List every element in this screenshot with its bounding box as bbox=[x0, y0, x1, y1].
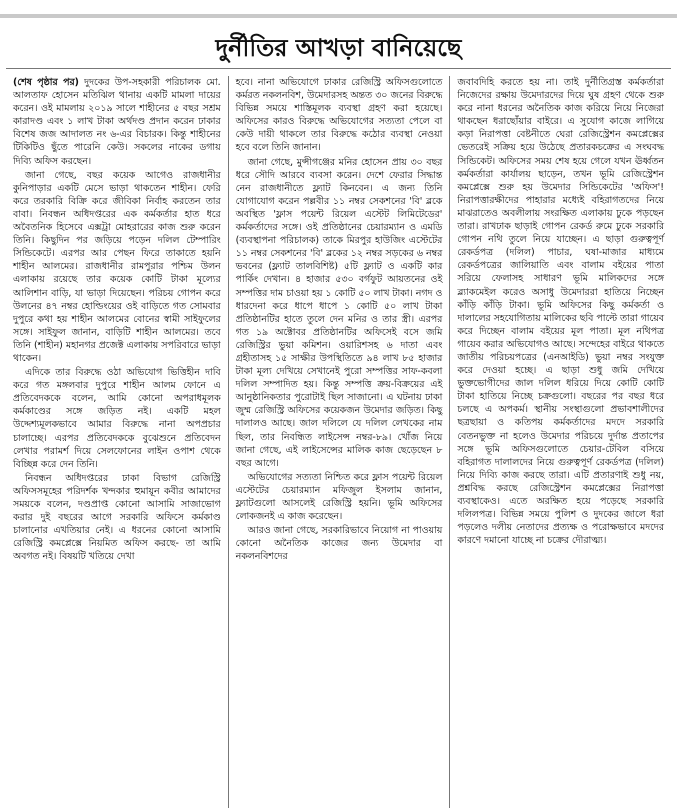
column-1 bbox=[6, 76, 228, 808]
paragraph: জানা গেছে, মুন্সীগঞ্জের মনির হোসেন প্রায় ৩০ বছর ধরে সৌদি আরবে ব্যবসা করেন। দেশে ফেরার সিদ্ধান্ত নেন রাজধানীতে ফ্ল্যাট কিনবেন। এ জন্য তিনি যোগাযোগ করেন পল্লবীর ১১ নম্বর সেকশনের 'বি' ব্লকে অবস্থিত 'ফ্লাস পয়েন্ট রিয়েল এস্টেট লিমিটেডের' কর্মকর্তাদের সঙ্গে। ওই প্রতিষ্ঠানের চেয়ারম্যান ও এমডি (ব্যবস্থাপনা পরিচালক) তাকে মিরপুর হাউজিং এস্টেটের ১১ নম্বর সেকশনের 'বি' ব্লকের ১২ নম্বর সড়কের ৬ নম্বর ভবনের (ফ্ল্যাট তালবিশিষ্ট) ৫টি ফ্ল্যাট ও একটি কার পার্কিং দেখান। ৪ হাজার ৫৩০ বর্গফুট আয়তনের ওই সম্পত্তির দাম চাওয়া হয় ১ কোটি ৫০ লাখ টাকা। নগদ ও ধারদেনা করে ধাপে ধাপে ১ কোটি ৫০ লাখ টাকা প্রতিষ্ঠানটির হাতে তুলে দেন মনির ও তার স্ত্রী। এরপর গত ১৯ অক্টোবর প্রতিষ্ঠানটির অফিসেই বসে জমি রেজিস্ট্রির ভুয়া কমিশন। ওয়ারিশসহ ৬ দাতা এবং গ্রহীতাসহ ১৫ সাক্ষীর উপস্থিতিতে ৯৪ লাখ ৮৫ হাজার টাকা মূল্য দেখিয়ে সেখানেই পুরো সম্পত্তির সাফ-কবলা দলিল সম্পাদিত হয়। কিন্তু সম্পত্তি ক্রয়-বিক্রয়ের এই আনুষ্ঠানিকতার পুরোটাই ছিল সাজানো। এ ঘটনায় ঢাকা জুম্ম রেজিস্ট্রি অফিসের কয়েকজন উমেদার জড়িত। কিছু দালালও আছে। জাল দলিলে যে দলিল লেখকের নাম ছিল, তার নিবন্ধিত লাইসেন্স নম্বর-৮৯। খোঁজ নিয়ে জানা গেছে, এই লাইসেন্সের মালিক কাজ ছেড়েছেন ৮ বছর আগে। bbox=[235, 156, 443, 469]
paragraph: নিবন্ধন অধিদপ্তরের ঢাকা বিভাগ রেজিস্ট্রি অফিসসমূহের পরিদর্শক খন্দকার হুমায়ূন কবীর আমাদের সময়কে বলেন, দণ্ডপ্রাপ্ত কোনো আসামি সাজাভোগ করার দুই বছরের আগে সরকারি অফিসে কর্মকাণ্ড চালানোর এখতিয়ার নেই। এ ধরনের কোনো আসামি রেজিস্ট্রি কমপ্লেক্সে নিয়মিত অফিস করছে- তা আমি অবগত নই। বিষয়টি খতিয়ে দেখা bbox=[13, 472, 221, 563]
paragraph: হবে। নানা অভিযোগে ঢাকার রেজিস্ট্রি অফিসগুলোতে কর্মরত নকলনবিশ, উমেদারসহ অন্তত ৩০ জনের বিরুদ্ধে বিভিন্ন সময়ে শাস্তিমূলক ব্যবস্থা গ্রহণ করা হয়েছে। অফিসের কারও বিরুদ্ধে অভিযোগের সত্যতা পেলে বা কেউ দায়ী থাকলে তার বিরুদ্ধে কঠোর ব্যবস্থা নেওয়া হবে বলে তিনি জানান। bbox=[235, 77, 443, 154]
headline-rule bbox=[6, 68, 671, 69]
paragraph-text: দুদকের উপ-সহকারী পরিচালক মো. আলতাফ হোসেন মতিঝিল থানায় একটি মামলা দায়ের করেন। ওই মামলায় ২০১৯ সালে শাহীনের ৫ বছর সশ্রম কারাদণ্ড এবং ১ লাখ টাকা অর্থদণ্ড প্রদান করেন ঢাকার বিশেষ জজ আদালত নং ৬-এর বিচারক। কিন্তু শাহীনের টিকিটিও ছুঁতে পারেনি কেউ। সকলের নাকের ডগায় দিব্যি অফিস করছেন। bbox=[13, 77, 221, 167]
lead-label: (শেষ পৃষ্ঠার পর) bbox=[13, 77, 79, 88]
column-2 bbox=[228, 76, 450, 808]
paragraph: অভিযোগের সত্যতা নিশ্চিত করে ফ্লাস পয়েন্ট রিয়েল এস্টেটের চেয়ারম্যান মফিজুল ইসলাম জানান, ফ্ল্যাটগুলো আসলেই রেজিস্ট্রি হয়নি। ভূমি অফিসের লোকজনই এ কাজ করেছেন। bbox=[235, 471, 443, 523]
paragraph bbox=[13, 76, 221, 168]
article-body bbox=[6, 76, 671, 808]
headline: দুর্নীতির আখড়া বানিয়েছে bbox=[215, 33, 462, 62]
top-rule bbox=[0, 14, 677, 18]
column-3 bbox=[449, 76, 671, 808]
paragraph: জবাবদিহি করতে হয় না। তাই দুর্নীতিগ্রস্ত কর্মকর্তারা নিজেদের রক্ষায় উমেদারদের দিয়ে ঘুষ গ্রহণ থেকে শুরু করে নানা ধরনের অনৈতিক কাজ করিয়ে নিয়ে নিজেরা থাকছেন ধরাছোঁয়ার বাইরে। এ সুযোগ কাজে লাগিয়ে কড়া নিরাপত্তা বেষ্টনীতে ঘেরা রেজিস্ট্রেশন কমপ্লেক্সের ভেতরেই সক্রিয় হয়ে উঠেছে প্রতারকচক্রের এ সংঘবদ্ধ সিন্ডিকেট। অফিসের সময় শেষ হয়ে গেলে যখন ঊর্ধ্বতন কর্মকর্তারা কার্যালয় ছাড়েন, তখন ভূমি রেজিস্ট্রেশন কমপ্লেক্সে শুরু হয় উমেদার সিন্ডিকেটের 'অফিস'! নিরাপত্তারক্ষীদের পাহারার মধ্যেই বহিরাগতদের নিয়ে মাঝরাতেও অবলীলায় সংরক্ষিত এলাকায় ঢুকে পড়ছেন তারা। রাখঢাক ছাড়াই গোপন রেকর্ড রুমে ঢুকে সরকারি গোপন নথি তুলে নিয়ে যাচ্ছেন। এ ছাড়া গুরুত্বপূর্ণ রেকর্ডপত্র (দলিল) পাচার, ঘষা-মাজার মাধ্যমে রেকর্ডপত্রের জালিয়াতি এবং বালাম বইয়ের পাতা সরিয়ে ফেলাসহ সাধারণ ভূমি মালিকদের সঙ্গে ব্ল্যাকমেইল করেও অসাধু উমেদাররা হাতিয়ে নিচ্ছেন কাঁড়ি কাঁড়ি টাকা। ভূমি অফিসের কিছু কর্মকর্তা ও দালালের সহযোগিতায় মালিকের ছবি পাল্টে তারা গায়েব করে দিচ্ছেন বালাম বইয়ের মূল পাতা। মূল নথিপত্র গায়েব করার অভিযোগও আছে। সন্দেহের বাইরে থাকতে জাতীয় পরিচয়পত্রের (এনআইডি) ভুয়া নম্বর সংযুক্ত করে দেওয়া হচ্ছে। এ ছাড়া শুধু জমি দেখিয়ে ভুক্তভোগীদের জাল দলিল ধরিয়ে দিয়ে কোটি কোটি টাকা হাতিয়ে নিচ্ছে চক্রগুলো। বছরের পর বছর ধরে চলছে এ অপকর্ম। স্থানীয় সংস্থাগুলো প্রভাবশালীদের ছত্রছায়া ও কতিপয় কর্মকর্তাদের মদদে সরকারি বেতনভুক্ত না হলেও উমেদার পরিচয়ে দুর্দান্ত প্রতাপের সঙ্গে ভূমি অফিসগুলোতে চেয়ার-টেবিল বসিয়ে বহিরাগত দালালদের নিয়ে গুরুত্বপূর্ণ রেকর্ডপত্র (দলিল) নিয়ে দিব্যি কাজ করছে তারা। এটি প্রতারণাই শুধু নয়, প্রশ্নবিদ্ধ করছে রেজিস্ট্রেশন কমপ্লেক্সের নিরাপত্তা ব্যবস্থাকেও। এতে অরক্ষিত হয়ে পড়েছে সরকারি দলিলপত্র। বিভিন্ন সময়ে পুলিশ ও দুদকের জালে ধরা পড়লেও দলীয় নেতাদের প্রত্যক্ষ ও পরোক্ষভাবে মদদের কারণে দমানো যাচ্ছে না চক্রের দৌরাত্ম্য। bbox=[457, 77, 664, 547]
paragraph: এদিকে তার বিরুদ্ধে ওঠা অভিযোগ ভিত্তিহীন দাবি করে গত মঙ্গলবার দুপুরে শাহীন আলম ফোনে এ প্রতিবেদককে বলেন, আমি কোনো অপরাধমূলক কর্মকাণ্ডের সঙ্গে জড়িত নই। একটি মহল উদ্দেশ্যমূলকভাবে আমার বিরুদ্ধে নানা অপপ্রচার চালাচ্ছে। এরপর প্রতিবেদককে বুঝেশুনে প্রতিবেদন লেখার পরামর্শ দিয়ে সেলফোনের লাইন ওপাশ থেকে বিচ্ছিন্ন করে দেন তিনি। bbox=[13, 367, 221, 470]
paragraph: আরও জানা গেছে, সরকারিভাবে নিয়োগ না পাওয়ায় কোনো অনৈতিক কাজের জন্য উমেদার বা নকলনবিশদের bbox=[235, 525, 443, 563]
paragraph: জানা গেছে, বছর কয়েক আগেও রাজধানীর কুনিপাড়ার একটি মেসে ভাড়া থাকতেন শাহীন। ফেরি করে তরকারি বিক্রি করে জীবিকা নির্বাহ করতেন তার বাবা। নিবন্ধন অধিদপ্তরের এক কর্মকর্তার হাত ধরে অবৈতনিক হিসেবে এক্সট্রা মোহরারের কাজ শুরু করেন তিনি। কিছুদিন পর জড়িয়ে পড়েন দলিল টেম্পারিং সিন্ডিকেটে। এরপর আর পেছন ফিরে তাকাতে হয়নি শাহীন আলমের। রাজধানীর রামপুরার পশ্চিম উলন এলাকায় রয়েছে তার কয়েক কোটি টাকা মূল্যের আলিশান বাড়ি, যা ভাড়া দিয়েছেন। পরিচয় গোপন করে উলনের ৪৭ নম্বর হোল্ডিংয়ের ওই বাড়িতে গত সোমবার দুপুরে কথা হয় শাহীন আলমের বোনের স্বামী সাইফুলের সঙ্গে। সাইফুল জানান, বাড়িটি শাহীন আলমের। তবে তিনি (শাহীন) মহানগর প্রজেক্ট এলাকায় সপরিবারে ভাড়া থাকেন। bbox=[13, 169, 221, 364]
